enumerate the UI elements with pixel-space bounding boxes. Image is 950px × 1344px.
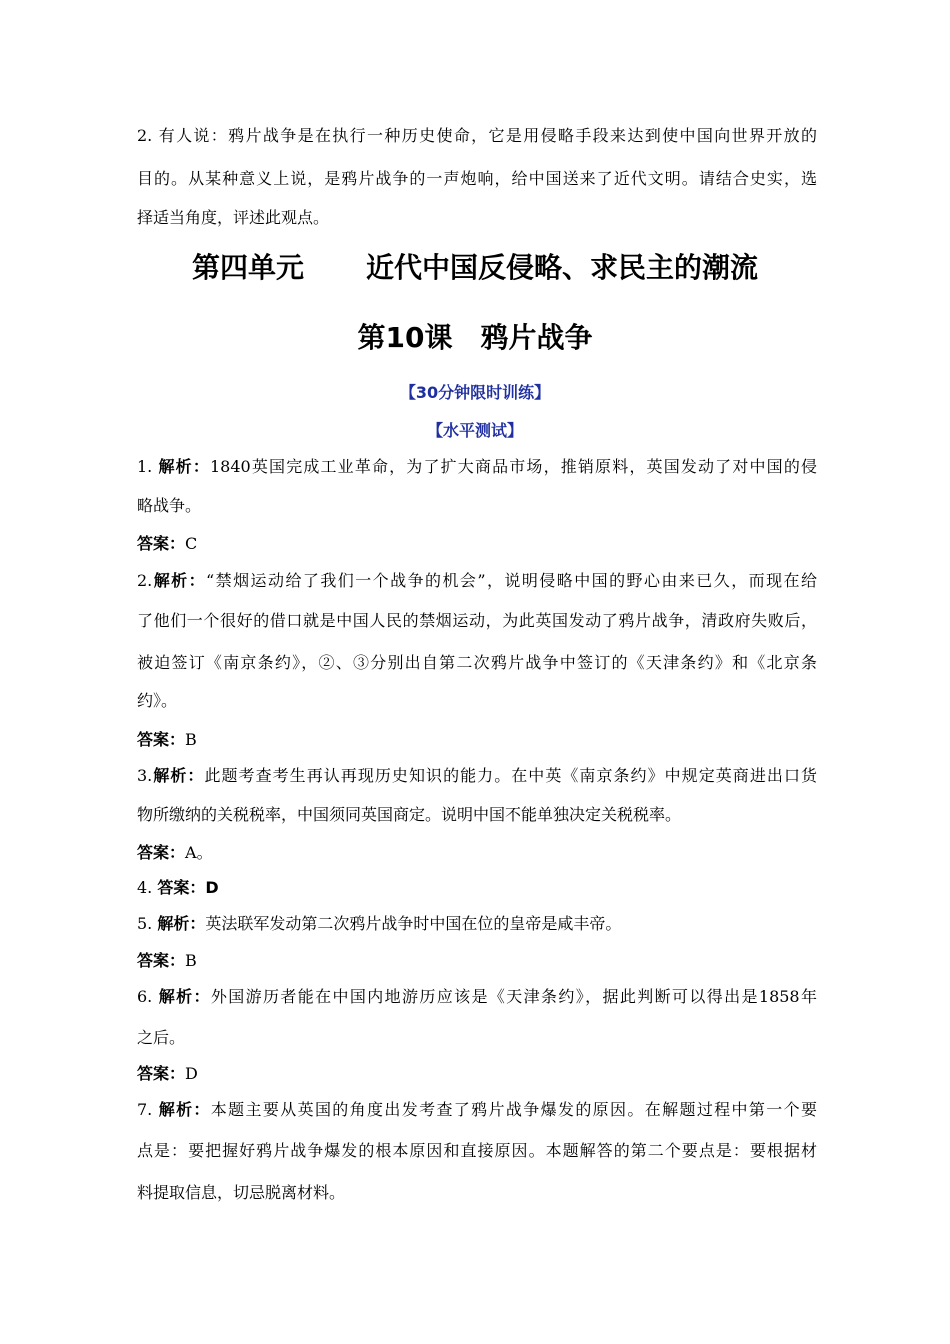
answer-label: 答案：: [157, 878, 206, 897]
lesson-title-number: 第10课: [357, 321, 453, 354]
answer-value: B: [185, 951, 197, 970]
item-2-line-3: 被迫签订《南京条约》，②、③分别出自第二次鸦片战争中签订的《天津条约》和《北京条: [137, 653, 817, 672]
analysis-label: 解析：: [152, 571, 207, 590]
analysis-label: 解析：: [158, 457, 210, 476]
item-6-answer: [137, 1063, 817, 1085]
lesson-title-name: 鸦片战争: [480, 321, 593, 354]
item-text: 外国游历者能在中国内地游历应该是《天津条约》，据此判断可以得出是1858年: [210, 987, 817, 1006]
item-text: 1840英国完成工业革命，为了扩大商品市场，推销原料，英国发动了对中国的侵: [210, 457, 817, 476]
item-text: “禁烟运动给了我们一个战争的机会”，说明侵略中国的野心由来已久，而现在给: [206, 571, 817, 590]
item-number: 1.: [137, 457, 153, 476]
analysis-label: 解析：: [158, 987, 211, 1006]
answer-label: 答案：: [137, 951, 186, 970]
unit-title: [0, 250, 950, 286]
item-4-answer: [137, 877, 817, 899]
analysis-label: 解析：: [157, 914, 206, 933]
item-number: 3.: [137, 766, 153, 785]
item-2-line-1: [137, 570, 817, 592]
analysis-label: 解析：: [158, 1100, 211, 1119]
item-2-line-2: 了他们一个很好的借口就是中国人民的禁烟运动，为此英国发动了鸦片战争，清政府失败后，: [137, 611, 817, 630]
item-7-line-3: 料提取信息，切忌脱离材料。: [137, 1183, 346, 1202]
item-number: 2.: [137, 571, 153, 590]
answer-value: C: [185, 534, 198, 553]
item-7-line-2: 点是：要把握好鸦片战争爆发的根本原因和直接原因。本题解答的第二个要点是：要根据材: [137, 1141, 817, 1160]
unit-title-number: 第四单元: [191, 251, 304, 284]
item-7-line-1: [137, 1099, 817, 1121]
section-heading: 【30分钟限时训练】: [399, 383, 551, 402]
item-6-line-2: 之后。: [137, 1028, 186, 1047]
answer-label: 答案：: [137, 730, 186, 749]
item-3-line-2: 物所缴纳的关税税率，中国须同英国商定。说明中国不能单独决定关税税率。: [137, 805, 682, 824]
item-1-line-2: 略战争。: [137, 496, 202, 515]
item-5-answer: [137, 950, 817, 972]
item-text: 此题考查考生再认再现历史知识的能力。在中英《南京条约》中规定英商进出口货: [204, 766, 817, 785]
lesson-title: [0, 320, 950, 356]
item-number: 6.: [137, 987, 153, 1006]
item-1-answer: [137, 533, 817, 555]
intro-line-3: 择适当角度，评述此观点。: [137, 208, 330, 227]
item-2-line-4: 约》。: [137, 691, 178, 710]
answer-label: 答案：: [137, 1064, 186, 1083]
subsection-heading: 【水平测试】: [426, 421, 523, 440]
answer-value: B: [185, 730, 197, 749]
item-number: 7.: [137, 1100, 153, 1119]
item-number: 5.: [137, 914, 153, 933]
answer-value: D: [185, 1064, 198, 1083]
item-text: 本题主要从英国的角度出发考查了鸦片战争爆发的原因。在解题过程中第一个要: [210, 1100, 817, 1119]
item-text: 英法联军发动第二次鸦片战争时中国在位的皇帝是咸丰帝。: [205, 914, 622, 933]
answer-label: 答案：: [137, 534, 186, 553]
analysis-label: 解析：: [152, 766, 205, 785]
unit-title-name: 近代中国反侵略、求民主的潮流: [366, 251, 759, 284]
item-3-answer: [137, 842, 817, 864]
item-3-line-1: [137, 765, 817, 787]
answer-label: 答案：: [137, 843, 186, 862]
answer-value: D: [205, 878, 219, 897]
item-5-line-1: [137, 913, 817, 935]
item-2-answer: [137, 729, 817, 751]
item-number: 4.: [137, 878, 153, 897]
item-1-line-1: [137, 456, 817, 478]
intro-line-2: 目的。从某种意义上说，是鸦片战争的一声炮响，给中国送来了近代文明。请结合史实，选: [137, 169, 817, 188]
item-6-line-1: [137, 986, 817, 1008]
answer-value: A。: [185, 843, 213, 862]
intro-line-1: 2. 有人说：鸦片战争是在执行一种历史使命，它是用侵略手段来达到使中国向世界开放的: [137, 126, 817, 145]
